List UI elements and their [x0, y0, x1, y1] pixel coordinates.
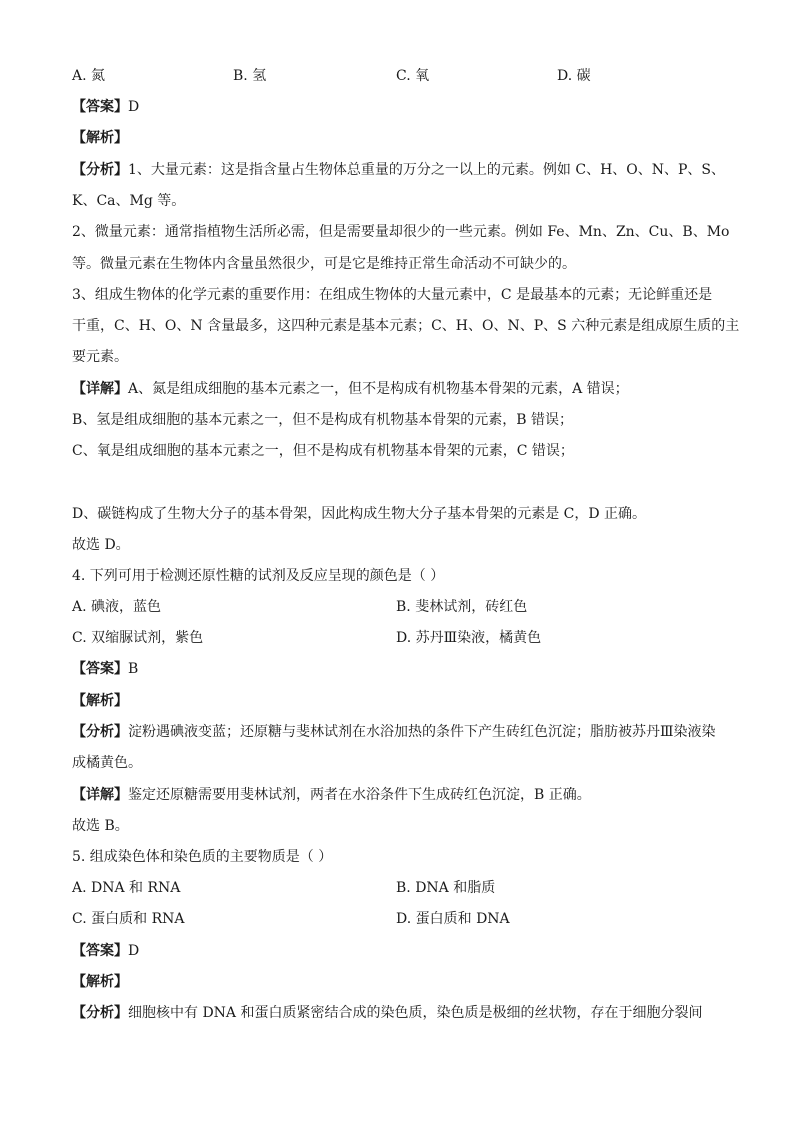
q5-analysis-heading: 【解析】	[72, 974, 128, 990]
q5-option-b: B. DNA 和脂质	[396, 880, 496, 896]
analysis-heading-text: 解析	[86, 974, 114, 990]
answer-value: B	[128, 661, 139, 677]
q4-analysis-heading: 【解析】	[72, 693, 128, 709]
q3-detail-line: 【详解】A、氮是组成细胞的基本元素之一，但不是构成有机物基本骨架的元素，A 错误；	[72, 381, 629, 397]
q3-detail-line: D、碳链构成了生物大分子的基本骨架，因此构成生物大分子基本骨架的元素是 C，D 正确。	[72, 506, 647, 522]
q3-analysis-line: 干重，C、H、O、N 含量最多，这四种元素是基本元素；C、H、O、N、P、S 六种元素是组成原生质的主	[72, 318, 740, 334]
q4-answer-line	[72, 659, 722, 679]
q5-stem: 5. 组成染色体和染色质的主要物质是（ ）	[72, 849, 333, 865]
q4-stem: 4. 下列可用于检测还原性糖的试剂及反应呈现的颜色是（ ）	[72, 568, 445, 584]
q3-option-d: D. 碳	[557, 68, 591, 84]
q3-analysis-line: 【分析】1、大量元素：这是指含量占生物体总重量的万分之一以上的元素。例如 C、H、O、N、P、S、	[72, 162, 726, 178]
q3-option-a: A. 氮	[72, 68, 106, 84]
q4-option-d: D. 苏丹Ⅲ染液，橘黄色	[396, 630, 542, 646]
q3-analysis-line: K、Ca、Mg 等。	[72, 193, 186, 209]
analysis-tag: 【分析】	[72, 162, 128, 178]
q3-analysis-heading: 【解析】	[72, 130, 128, 146]
analysis-tag: 【分析】	[72, 724, 128, 740]
q5-option-d: D. 蛋白质和 DNA	[396, 911, 510, 927]
answer-tag: 【答案】	[72, 661, 128, 677]
q3-conclusion: 故选 D。	[72, 537, 130, 553]
q3-detail-line: C、氧是组成细胞的基本元素之一，但不是构成有机物基本骨架的元素，C 错误；	[72, 443, 574, 459]
analysis-heading-text: 解析	[86, 130, 114, 146]
q3-option-b: B. 氢	[233, 68, 267, 84]
analysis-heading-text: 解析	[86, 693, 114, 709]
q4-analysis-line: 成橘黄色。	[72, 755, 142, 771]
q4-option-b: B. 斐林试剂，砖红色	[396, 599, 528, 615]
q3-detail-line: B、氢是组成细胞的基本元素之一，但不是构成有机物基本骨架的元素，B 错误；	[72, 412, 574, 428]
q3-analysis-line: 2、微量元素：通常指植物生活所必需，但是需要量却很少的一些元素。例如 Fe、Mn、Zn、Cu、B、Mo	[72, 224, 730, 240]
q3-analysis-line: 等。微量元素在生物体内含量虽然很少，可是它是维持正常生命活动不可缺少的。	[72, 256, 576, 272]
q5-analysis-line: 【分析】细胞核中有 DNA 和蛋白质紧密结合成的染色质，染色质是极细的丝状物，存在于细胞分裂间	[72, 1005, 703, 1021]
q4-option-a: A. 碘液，蓝色	[72, 599, 162, 615]
q4-detail-line: 【详解】鉴定还原糖需要用斐林试剂，两者在水浴条件下生成砖红色沉淀，B 正确。	[72, 787, 591, 803]
answer-tag: 【答案】	[72, 99, 128, 115]
q4-conclusion: 故选 B。	[72, 818, 129, 834]
detail-tag: 【详解】	[72, 381, 128, 397]
q5-option-a: A. DNA 和 RNA	[72, 880, 181, 896]
answer-tag: 【答案】	[72, 943, 128, 959]
answer-value: D	[128, 99, 140, 115]
q3-option-c: C. 氧	[396, 68, 430, 84]
detail-tag: 【详解】	[72, 787, 128, 803]
q5-option-c: C. 蛋白质和 RNA	[72, 911, 185, 927]
q4-option-c: C. 双缩脲试剂，紫色	[72, 630, 204, 646]
q5-answer-line	[72, 941, 722, 961]
answer-value: D	[128, 943, 140, 959]
q4-analysis-line: 【分析】淀粉遇碘液变蓝；还原糖与斐林试剂在水浴加热的条件下产生砖红色沉淀；脂肪被苏丹Ⅲ染液染	[72, 724, 716, 740]
q3-answer-line	[72, 97, 722, 117]
q3-analysis-line: 3、组成生物体的化学元素的重要作用：在组成生物体的大量元素中，C 是最基本的元素；无论鲜重还是	[72, 287, 713, 303]
analysis-tag: 【分析】	[72, 1005, 128, 1021]
q3-analysis-line: 要元素。	[72, 349, 128, 365]
